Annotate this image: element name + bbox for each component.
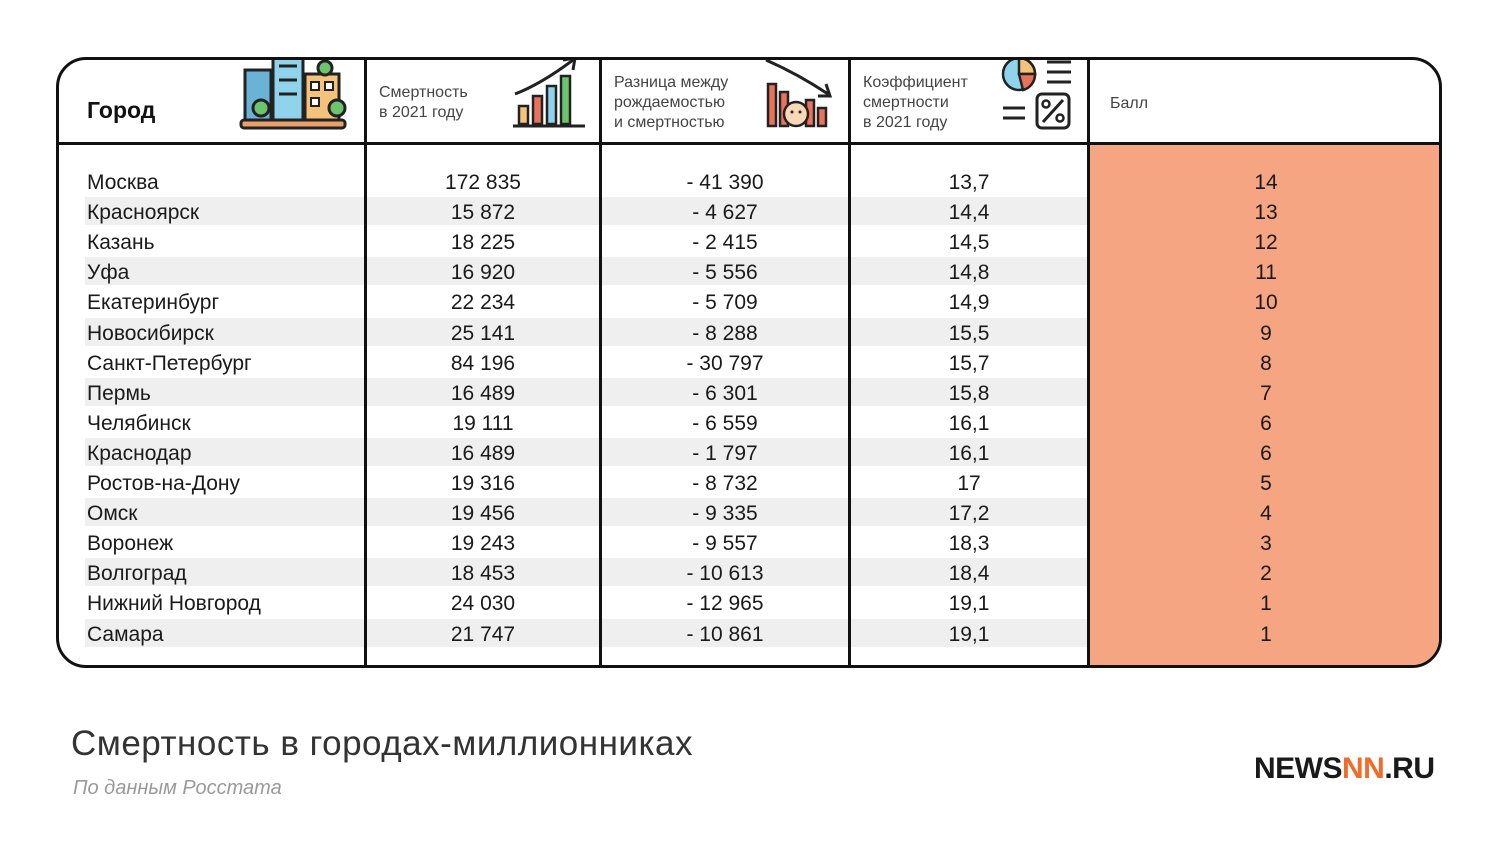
header-natural-change	[602, 60, 848, 142]
cell-mortality-rate: 18,4	[948, 562, 990, 586]
cell-deaths: 18 453	[450, 562, 516, 586]
cell-city: Волгоград	[87, 562, 187, 586]
cell-mortality-rate: 14,5	[948, 231, 990, 255]
cell-deaths: 19 111	[452, 411, 514, 435]
cell-mortality-rate: 14,4	[948, 201, 990, 225]
cell-deaths: 15 872	[450, 201, 516, 225]
header-deaths-label: Смертность в 2021 году	[379, 84, 468, 121]
header-natural-change-label: Разница между рождаемостью и смертностью	[614, 74, 729, 131]
cell-deaths: 24 030	[450, 592, 516, 616]
cell-score: 6	[1260, 441, 1272, 465]
cell-deaths: 19 243	[450, 532, 516, 556]
cell-score: 5	[1260, 472, 1272, 495]
data-table	[56, 57, 1442, 668]
logo-part: NEWS	[1254, 752, 1342, 785]
cell-city: Челябинск	[87, 411, 191, 435]
cell-city: Уфа	[87, 261, 130, 285]
table-row	[59, 379, 1439, 409]
cell-deaths: 22 234	[450, 291, 516, 315]
table-row	[59, 559, 1439, 589]
table-row	[59, 319, 1439, 349]
cell-score: 10	[1254, 291, 1278, 315]
header-city-label: Город	[87, 97, 156, 123]
pie-chart-percent-icon	[997, 57, 1077, 134]
table-row	[59, 469, 1439, 499]
cell-score: 1	[1260, 592, 1272, 616]
table-row	[59, 258, 1439, 288]
cell-deaths: 18 225	[450, 231, 516, 255]
growth-chart-icon	[511, 57, 587, 132]
cell-natural-change: - 9 335	[692, 502, 758, 526]
cell-city: Москва	[87, 171, 159, 194]
decline-chart-baby-icon	[762, 57, 838, 134]
cell-score: 11	[1255, 261, 1277, 285]
cell-natural-change: - 8 732	[692, 472, 758, 495]
city-buildings-icon	[237, 57, 349, 134]
table-row	[59, 620, 1439, 650]
cell-city: Новосибирск	[87, 321, 214, 345]
table-row	[59, 529, 1439, 559]
cell-natural-change: - 5 709	[692, 291, 758, 315]
table-row	[59, 288, 1439, 318]
cell-deaths: 19 456	[450, 502, 516, 526]
cell-mortality-rate: 15,7	[948, 351, 990, 375]
cell-score: 14	[1254, 171, 1278, 194]
cell-city: Пермь	[87, 381, 151, 405]
cell-city: Казань	[87, 231, 155, 255]
cell-mortality-rate: 19,1	[948, 592, 990, 616]
newsnn-logo	[1254, 752, 1435, 786]
cell-mortality-rate: 19,1	[948, 622, 990, 646]
cell-natural-change: - 10 861	[686, 622, 764, 646]
table-row	[59, 439, 1439, 469]
header-score	[1090, 60, 1442, 142]
cell-mortality-rate: 18,3	[948, 532, 990, 556]
cell-deaths: 172 835	[445, 171, 521, 194]
cell-city: Екатеринбург	[87, 291, 220, 315]
cell-score: 6	[1260, 411, 1272, 435]
cell-score: 7	[1260, 381, 1272, 405]
logo-part: .RU	[1384, 752, 1435, 785]
cell-natural-change: - 12 965	[686, 592, 764, 616]
cell-deaths: 19 316	[450, 472, 516, 495]
cell-natural-change: - 6 559	[692, 411, 758, 435]
header-mortality-rate-label: Коэффициент смертности в 2021 году	[863, 74, 968, 131]
cell-deaths: 16 489	[450, 381, 516, 405]
cell-score: 12	[1254, 231, 1278, 255]
cell-mortality-rate: 14,8	[948, 261, 990, 285]
cell-city: Самара	[87, 622, 164, 646]
cell-score: 8	[1260, 351, 1272, 375]
cell-city: Нижний Новгород	[87, 592, 261, 616]
table-row	[59, 589, 1439, 619]
cell-deaths: 21 747	[450, 622, 516, 646]
cell-city: Краснодар	[87, 441, 192, 465]
cell-deaths: 16 489	[450, 441, 516, 465]
cell-deaths: 84 196	[450, 351, 516, 375]
table-row	[59, 349, 1439, 379]
chart-subtitle: По данным Росстата	[73, 777, 282, 799]
cell-score: 4	[1260, 502, 1272, 526]
cell-mortality-rate: 15,5	[948, 321, 990, 345]
cell-mortality-rate: 16,1	[948, 411, 990, 435]
cell-natural-change: - 30 797	[686, 351, 764, 375]
cell-score: 1	[1260, 622, 1272, 646]
cell-natural-change: - 4 627	[692, 201, 758, 225]
cell-city: Красноярск	[87, 201, 200, 225]
header-divider	[59, 142, 1439, 145]
table-row	[59, 499, 1439, 529]
cell-natural-change: - 1 797	[692, 441, 758, 465]
cell-natural-change: - 41 390	[686, 171, 764, 194]
cell-natural-change: - 9 557	[692, 532, 758, 556]
header-mortality-rate	[851, 60, 1087, 142]
cell-city: Санкт-Петербург	[87, 351, 252, 375]
cell-mortality-rate: 15,8	[948, 381, 990, 405]
table-row	[59, 168, 1439, 198]
cell-natural-change: - 6 301	[692, 381, 758, 405]
cell-natural-change: - 10 613	[686, 562, 764, 586]
logo-part: NN	[1342, 752, 1385, 785]
cell-mortality-rate: 13,7	[948, 171, 990, 194]
header-deaths	[367, 60, 599, 142]
cell-mortality-rate: 17,2	[948, 502, 990, 526]
table-row	[59, 409, 1439, 439]
table-row	[59, 228, 1439, 258]
cell-city: Омск	[87, 502, 138, 526]
header-city	[59, 60, 364, 142]
cell-deaths: 16 920	[450, 261, 516, 285]
cell-score: 2	[1260, 562, 1272, 586]
cell-score: 9	[1260, 321, 1272, 345]
cell-score: 3	[1260, 532, 1272, 556]
cell-mortality-rate: 16,1	[948, 441, 990, 465]
header-score-label: Балл	[1110, 95, 1149, 112]
cell-natural-change: - 2 415	[692, 231, 758, 255]
cell-mortality-rate: 14,9	[948, 291, 990, 315]
cell-natural-change: - 8 288	[692, 321, 758, 345]
cell-score: 13	[1254, 201, 1278, 225]
chart-title: Смертность в городах-миллионниках	[71, 724, 694, 763]
cell-natural-change: - 5 556	[692, 261, 758, 285]
cell-city: Ростов-на-Дону	[87, 472, 240, 495]
table-row	[59, 198, 1439, 228]
cell-deaths: 25 141	[450, 321, 516, 345]
cell-city: Воронеж	[87, 532, 174, 556]
cell-mortality-rate: 17	[957, 472, 981, 495]
